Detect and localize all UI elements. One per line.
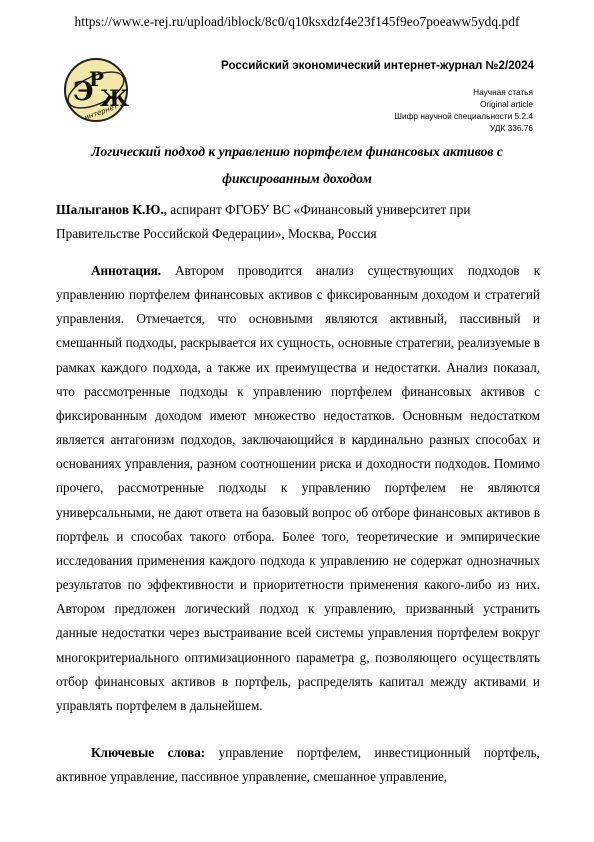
specialty-code: Шифр научной специальности 5.2.4 [394,111,533,122]
author-line [56,198,540,246]
svg-text:Ж: Ж [100,86,129,112]
keywords-label: Ключевые слова: [91,745,206,760]
svg-text:Р: Р [89,67,105,91]
svg-text:интернет: интернет [83,102,119,122]
article-type-ru: Научная статья [473,87,533,97]
journal-logo [62,56,130,124]
svg-text:Э: Э [73,77,94,107]
keywords-text: управление портфелем, инвестиционный портфель, активное управление, пассивное управление, смешанное управление, [56,745,540,785]
abstract-label: Аннотация. [91,263,162,278]
abstract-text: Автором проводится анализ существующих подходов к управлению портфелем финансовых активов с фиксированным доходом и стратегий управления. Отмечается, что основными являются активный, пассивный и смешанный подходы, раскрывается их сущность, основные стратегии, реализуемые в рамках каждого подхода, а также их преимущества и недостатки. Анализ показал, что рассмотренные подходы к управлению портфелем финансовых активов с фиксированным доходом имеют множество недостатков. Основным недостатком является антагонизм подходов, заключающийся в кардинально разных способах и основаниях управления, разном соотношении риска и доходности подходов. Помимо прочего, рассмотренные подходы к управлению портфелем не являются универсальными, не дают ответа на базовый вопрос об отборе финансовых активов в портфель и способах такого отбора. Более того, теоретические и эмпирические исследования применения каждого подхода к управлению не содержат однозначных результатов по эффективности и приоритетности применения какого-либо из них. Автором предложен логический подход к управлению, призванный устранить данные недостатки через выстраивание всей системы управления портфелем вокруг многокритериального оптимизационного параметра g, позволяющего осуществлять отбор финансовых активов в портфель, распределять капитал между активами и управлять портфелем в дальнейшем. [56,263,540,713]
author-affiliation: аспирант ФГОБУ ВС «Финансовый университет при Правительстве Российской Федерации», Москва, Россия [56,202,471,242]
source-url: https://www.e-rej.ru/upload/iblock/8c0/q10ksxdzf4e23f145f9eo7poeaww5ydq.pdf [74,14,520,29]
article-meta [394,86,533,134]
author-name: Шалыганов К.Ю., [56,202,167,217]
journal-title: Российский экономический интернет-журнал №2/2024 [221,59,534,72]
article-type-en: Original article [479,99,533,110]
keywords [56,741,540,789]
abstract [56,259,540,718]
article-title: Логический подход к управлению портфелем финансовых активов с фиксированным доходом [91,144,503,186]
udc-code: УДК 336.76 [489,123,533,134]
